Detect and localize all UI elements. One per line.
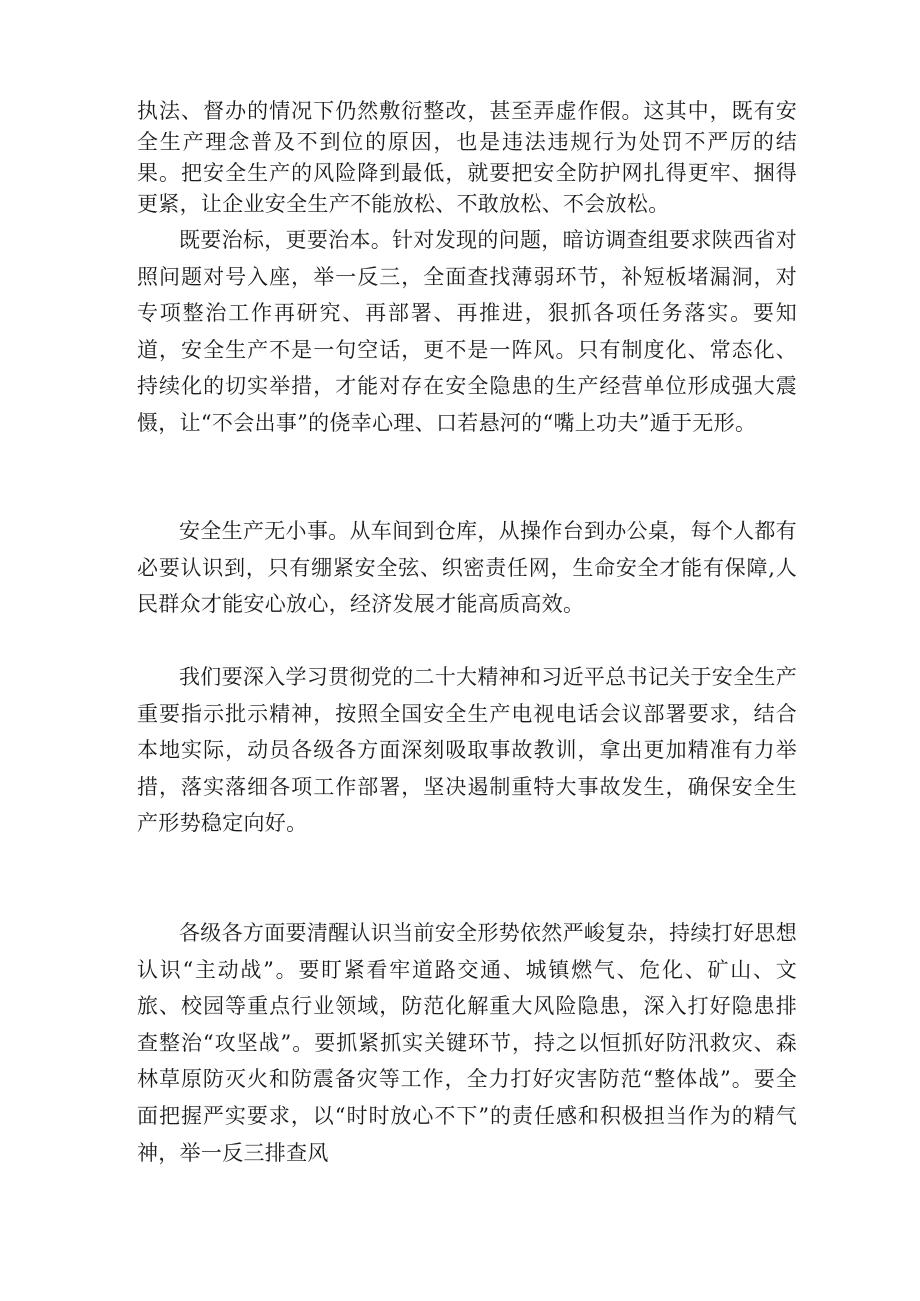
- paragraph-1: 执法、督办的情况下仍然敷衍整改，甚至弄虚作假。这其中，既有安全生产理念普及不到位的原因，也是违法违规行为处罚不严厉的结果。把安全生产的风险降到最低，就要把安全防护网扎得更牢、捆得更紧，让企业安全生产不能放松、不敢放松、不会放松。: [137, 99, 797, 216]
- paragraph-4: 我们要深入学习贯彻党的二十大精神和习近平总书记关于安全生产重要指示批示精神，按照全国安全生产电视电话会议部署要求，结合本地实际，动员各级各方面深刻吸取事故教训，拿出更加精准有力举措，落实落细各项工作部署，坚决遏制重特大事故发生，确保安全生产形势稳定向好。: [137, 665, 797, 836]
- paragraph-3: 安全生产无小事。从车间到仓库，从操作台到办公桌，每个人都有必要认识到，只有绷紧安全弦、织密责任网，生命安全才能有保障,人民群众才能安心放心，经济发展才能高质高效。: [137, 519, 797, 617]
- paragraph-2: 既要治标，更要治本。针对发现的问题，暗访调查组要求陕西省对照问题对号入座，举一反三，全面查找薄弱环节，补短板堵漏洞，对专项整治工作再研究、再部署、再推进，狠抓各项任务落实。要知道，安全生产不是一句空话，更不是一阵风。只有制度化、常态化、持续化的切实举措，才能对存在安全隐患的生产经营单位形成强大震慑，让“不会出事”的侥幸心理、口若悬河的“嘴上功夫”遁于无形。: [137, 228, 797, 435]
- paragraph-5: 各级各方面要清醒认识当前安全形势依然严峻复杂，持续打好思想认识“主动战”。要盯紧看牢道路交通、城镇燃气、危化、矿山、文旅、校园等重点行业领域，防范化解重大风险隐患，深入打好隐患排查整治“攻坚战”。要抓紧抓实关键环节，持之以恒抓好防汛救灾、森林草原防灭火和防震备灾等工作，全力打好灾害防范“整体战”。要全面把握严实要求，以“时时放心不下”的责任感和积极担当作为的精气神，举一反三排查风: [137, 921, 797, 1165]
